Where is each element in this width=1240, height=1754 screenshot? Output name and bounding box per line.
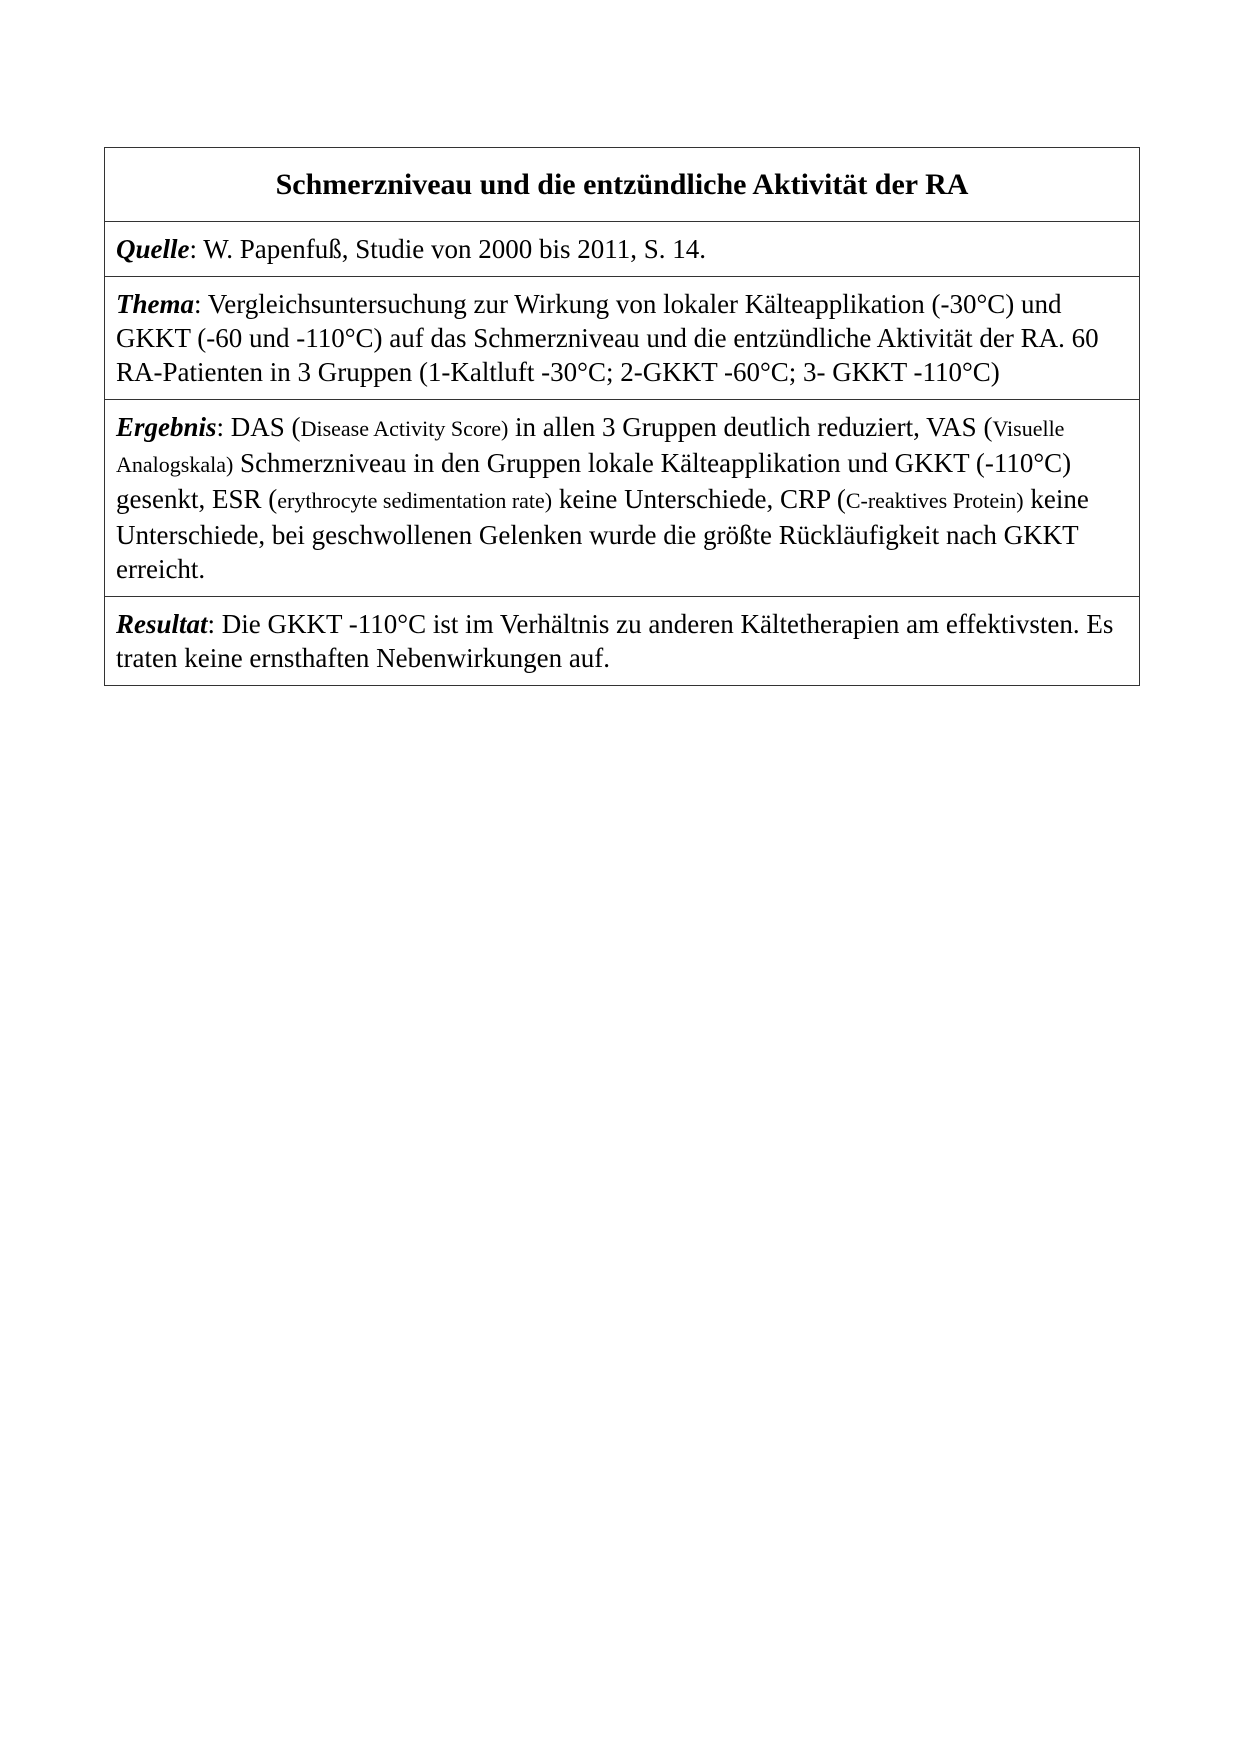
result-abbrev-esr: erythrocyte sedimentation rate) [277, 488, 553, 513]
result-text-part-5: keine Unterschiede, bei geschwollenen Gelenken wurde die größte Rückläufigkeit nach GKKT erreicht. [116, 484, 1089, 584]
result-abbrev-vas: Visuelle Analogskala) [116, 416, 1065, 477]
result-abbrev-das: Disease Activity Score) [300, 416, 509, 441]
source-label: Quelle [116, 234, 190, 264]
source-row [105, 221, 1139, 276]
topic-text: Vergleichsuntersuchung zur Wirkung von lokaler Kälteapplikation (-30°C) und GKKT (-60 und -110°C) auf das Schmerzniveau und die entzündliche Aktivität der RA. 60 RA-Patienten in 3 Gruppen (1-Kaltluft -30°C; 2-GKKT -60°C; 3- GKKT -110°C) [116, 289, 1099, 387]
source-separator: : [189, 234, 204, 264]
result-abbrev-crp: C-reaktives Protein) [845, 488, 1024, 513]
conclusion-label: Resultat [116, 609, 208, 639]
source-text: W. Papenfuß, Studie von 2000 bis 2011, S. 14. [203, 234, 707, 264]
result-text-part-4: keine Unterschiede, CRP ( [552, 484, 846, 514]
result-text-part-1: DAS ( [230, 412, 301, 442]
result-label: Ergebnis [116, 412, 217, 442]
result-separator: : [216, 412, 231, 442]
result-text-part-2: in allen 3 Gruppen deutlich reduziert, VAS ( [508, 412, 993, 442]
conclusion-separator: : [207, 609, 222, 639]
topic-separator: : [194, 289, 208, 319]
result-row [105, 399, 1139, 596]
topic-row [105, 276, 1139, 399]
topic-label: Thema [116, 289, 194, 319]
result-text-part-3: Schmerzniveau in den Gruppen lokale Kälteapplikation und GKKT (-110°C) gesenkt, ESR ( [116, 448, 1072, 514]
study-summary-table [104, 147, 1140, 686]
table-title: Schmerzniveau und die entzündliche Aktivität der RA [275, 168, 969, 201]
conclusion-row [105, 596, 1139, 685]
conclusion-text: Die GKKT -110°C ist im Verhältnis zu anderen Kältetherapien am effektivsten. Es traten keine ernsthaften Nebenwirkungen auf. [116, 609, 1114, 673]
